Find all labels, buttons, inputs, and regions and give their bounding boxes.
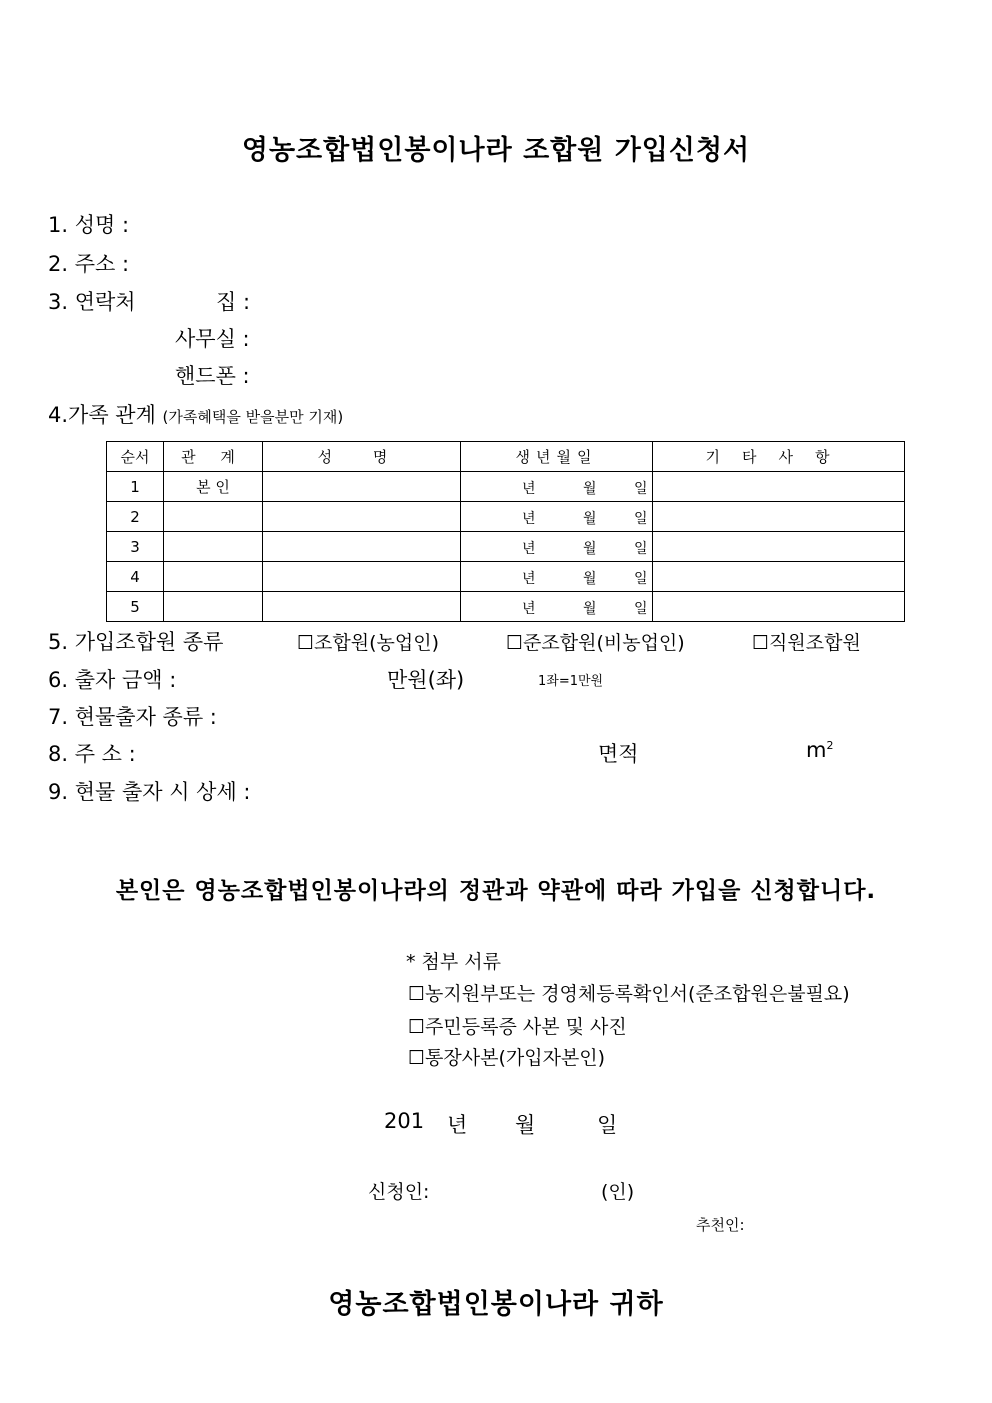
- row-name-cell[interactable]: [263, 532, 461, 562]
- in-kind-detail-label: 9. 현물 출자 시 상세 :: [48, 780, 251, 804]
- family-table: [106, 441, 905, 622]
- date-day-label: 일: [597, 1113, 618, 1137]
- day-unit: 일: [634, 571, 648, 587]
- row-notes-cell[interactable]: [653, 532, 905, 562]
- header-name: 성 명: [263, 442, 461, 472]
- row-relation[interactable]: [164, 532, 263, 562]
- row-order: 3: [107, 532, 164, 562]
- row-birthdate-cell[interactable]: [461, 562, 653, 592]
- field-home-label: 집 :: [216, 290, 251, 314]
- date-month-label: 월: [515, 1113, 536, 1137]
- investment-label: 6. 출자 금액 :: [48, 668, 177, 692]
- investment-unit: 만원(좌): [387, 668, 465, 692]
- area-unit-sup: 2: [826, 739, 834, 752]
- header-notes: 기타사항: [653, 442, 905, 472]
- field-name-label: 1. 성명 :: [48, 213, 130, 237]
- date-year-prefix: 201: [384, 1109, 425, 1133]
- row-relation[interactable]: 본 인: [164, 472, 263, 502]
- field-mobile-label: 핸드폰 :: [175, 364, 250, 388]
- addressee: 영농조합법인봉이나라 귀하: [328, 1289, 664, 1320]
- attachment-item-bankbook[interactable]: ☐통장사본(가입자본인): [408, 1047, 606, 1069]
- month-unit: 월: [583, 541, 597, 557]
- table-row: [107, 502, 905, 532]
- header-birthdate: 생년월일: [461, 442, 653, 472]
- row-order: 2: [107, 502, 164, 532]
- field-address-label: 2. 주소 :: [48, 252, 130, 276]
- row-name-cell[interactable]: [263, 502, 461, 532]
- field-office-label: 사무실 :: [175, 327, 250, 351]
- field-contact-label: 3. 연락처: [48, 290, 136, 314]
- row-birthdate-cell[interactable]: [461, 502, 653, 532]
- date-year-label: 년: [447, 1113, 468, 1137]
- row-relation[interactable]: [164, 562, 263, 592]
- month-unit: 월: [583, 601, 597, 617]
- membership-option-associate[interactable]: ☐준조합원(비농업인): [506, 632, 685, 654]
- membership-option-member[interactable]: ☐조합원(농업인): [297, 632, 439, 654]
- family-section: [48, 399, 343, 429]
- month-unit: 월: [583, 481, 597, 497]
- row-name-cell[interactable]: [263, 562, 461, 592]
- table-row: [107, 532, 905, 562]
- in-kind-area-unit: [806, 738, 833, 762]
- form-title: 영농조합법인봉이나라 조합원 가입신청서: [241, 135, 751, 166]
- table-row: [107, 472, 905, 502]
- family-table-header: [107, 442, 905, 472]
- recommender-label: 추천인:: [696, 1216, 745, 1234]
- family-note: (가족혜택을 받을분만 기재): [162, 408, 344, 426]
- year-unit: 년: [522, 601, 536, 617]
- investment-note: 1좌=1만원: [538, 674, 604, 689]
- row-birthdate-cell[interactable]: [461, 532, 653, 562]
- family-label: 4.가족 관계: [48, 403, 156, 427]
- row-order: 5: [107, 592, 164, 622]
- row-order: 1: [107, 472, 164, 502]
- day-unit: 일: [634, 481, 648, 497]
- month-unit: 월: [583, 571, 597, 587]
- declaration: 본인은 영농조합법인봉이나라의 정관과 약관에 따라 가입을 신청합니다.: [115, 878, 877, 904]
- header-relation: 관 계: [164, 442, 263, 472]
- applicant-seal: (인): [601, 1181, 635, 1203]
- row-birthdate-cell[interactable]: [461, 472, 653, 502]
- day-unit: 일: [634, 541, 648, 557]
- year-unit: 년: [522, 481, 536, 497]
- day-unit: 일: [634, 601, 648, 617]
- row-birthdate-cell[interactable]: [461, 592, 653, 622]
- in-kind-address-label: 8. 주 소 :: [48, 742, 136, 766]
- row-name-cell[interactable]: [263, 592, 461, 622]
- row-notes-cell[interactable]: [653, 592, 905, 622]
- year-unit: 년: [522, 571, 536, 587]
- attachment-item-farm-registry[interactable]: ☐농지원부또는 경영체등록확인서(준조합원은불필요): [408, 983, 850, 1005]
- row-notes-cell[interactable]: [653, 472, 905, 502]
- applicant-label: 신청인:: [368, 1181, 430, 1203]
- row-name-cell[interactable]: [263, 472, 461, 502]
- area-unit-base: m: [806, 738, 827, 762]
- row-relation[interactable]: [164, 592, 263, 622]
- year-unit: 년: [522, 541, 536, 557]
- year-unit: 년: [522, 511, 536, 527]
- table-row: [107, 592, 905, 622]
- row-order: 4: [107, 562, 164, 592]
- membership-label: 5. 가입조합원 종류: [48, 630, 224, 654]
- day-unit: 일: [634, 511, 648, 527]
- row-notes-cell[interactable]: [653, 562, 905, 592]
- in-kind-area-label: 면적: [598, 742, 639, 766]
- table-row: [107, 562, 905, 592]
- attachment-item-id-card[interactable]: ☐주민등록증 사본 및 사진: [408, 1016, 627, 1038]
- membership-option-staff[interactable]: ☐직원조합원: [752, 632, 861, 654]
- in-kind-type-label: 7. 현물출자 종류 :: [48, 705, 217, 729]
- row-relation[interactable]: [164, 502, 263, 532]
- attachments-title: * 첨부 서류: [406, 951, 501, 973]
- month-unit: 월: [583, 511, 597, 527]
- row-notes-cell[interactable]: [653, 502, 905, 532]
- header-order: 순서: [107, 442, 164, 472]
